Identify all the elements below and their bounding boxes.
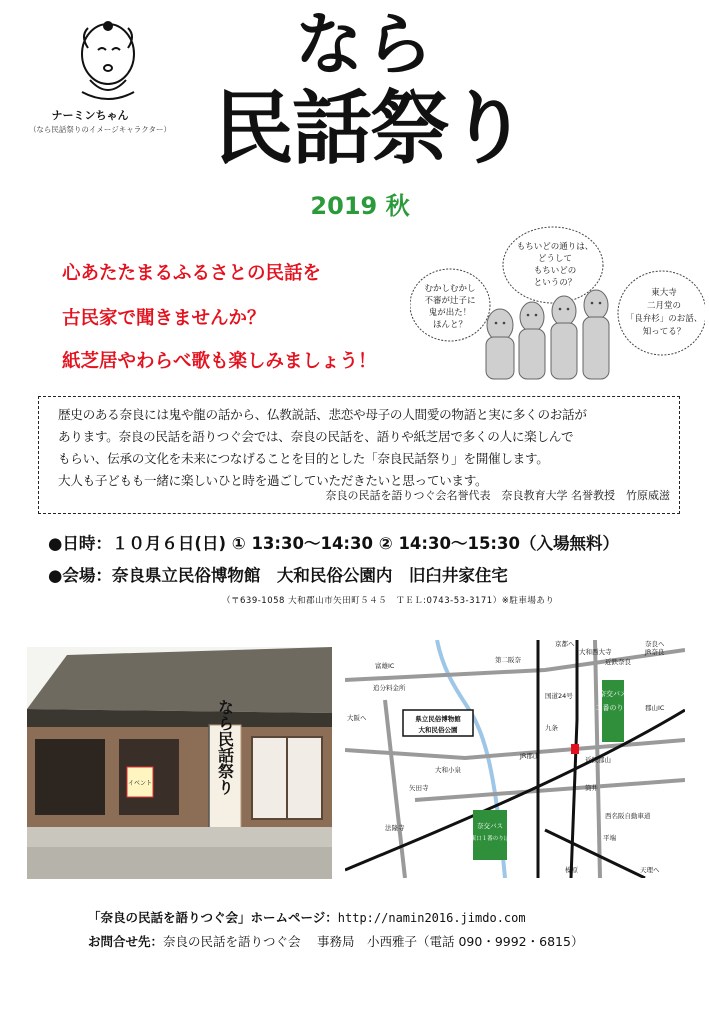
title-line-1: なら (294, 5, 435, 85)
map-label: 追分料金所 (373, 684, 406, 692)
mascot-face-icon (82, 22, 134, 99)
photo-sign-text: イベント (127, 780, 153, 787)
bubble-left-line-1: むかしむかし (424, 284, 476, 294)
mascot-caption: （なら民話祭りのイメージキャラクター） (28, 125, 172, 134)
map-label: 九条 (545, 724, 558, 732)
jizo-illustration (410, 225, 705, 390)
venue-address: （〒639-1058 大和郡山市矢田町５４５ ＴＥＬ:0743-53-3171）※駐車場あり (222, 596, 555, 606)
intro-line-3: もらい、伝承の文化を未来につなげることを目的とした「奈良民話祭り」を開催します。 (58, 451, 549, 466)
bubble-top-line-1: もちいどの通りは、 (516, 242, 594, 252)
map-bus-bottom-2: 東口１番のりば (470, 836, 510, 842)
map-label: 富雄IC (375, 662, 395, 670)
intro-line-1: 歴史のある奈良には鬼や龍の話から、仏教説話、悲恋や母子の人間愛の物語と実に多くのお話が (58, 407, 587, 422)
map-label: 天理へ (640, 866, 660, 874)
contact-text: 奈良の民話を語りつぐ会 事務局 小西雅子（電話 090・9992・6815） (163, 934, 584, 949)
map-label: 筒井 (585, 784, 598, 792)
catch-line-1: 心あたたまるふるさとの民話を (62, 263, 322, 284)
map-label: 京都へ (555, 640, 575, 648)
map-label: 近鉄郡山 (585, 756, 611, 764)
map-label: 大阪へ (347, 714, 367, 722)
contact-line (88, 932, 583, 950)
map-label: 第二阪奈 (495, 656, 521, 664)
jizo-statues-icon (486, 290, 609, 379)
bubble-right-line-3: 「良弁杉」のお話、 (625, 314, 703, 324)
homepage-label: 「奈良の民話を語りつぐ会」ホームページ： (88, 910, 338, 925)
map-bus-bottom-1: 奈交バス (477, 822, 503, 830)
season-label: 2019 秋 (310, 192, 410, 220)
map-label: 国道24号 (545, 692, 573, 700)
map-label: 近鉄奈良 (605, 658, 631, 666)
homepage-link[interactable]: http://namin2016.jimdo.com (337, 911, 526, 925)
catch-line-2: 古民家で聞きませんか？ (62, 308, 266, 329)
map-label: 西名阪自動車道 (605, 812, 651, 820)
bubble-right-line-1: 東大寺 (651, 288, 677, 298)
bubble-left-line-2: 不審が辻子に (424, 296, 476, 306)
bubble-right-line-4: 知ってる？ (642, 327, 686, 337)
map-label: 榛原 (565, 866, 578, 874)
map-label: 郡山IC (645, 704, 665, 712)
map-label: JR郡山 (520, 752, 540, 760)
event-date: ●日時：１０月６日(日) ① 13:30～14:30 ② 14:30～15:30（入場無料） (48, 534, 619, 553)
bubble-top-line-2: どうして (537, 254, 573, 264)
intro-line-2: あります。奈良の民話を語りつぐ会では、奈良の民話を、語りや紙芝居で多くの人に楽しんで (58, 429, 574, 444)
intro-signature: 奈良の民話を語りつぐ会名誉代表 奈良教育大学 名誉教授 竹原威滋 (325, 489, 670, 502)
catch-line-3: 紙芝居やわらべ歌も楽しみましょう！ (62, 351, 377, 372)
house-photo (27, 647, 332, 879)
map-bus-top-1: 奈交バス (599, 690, 627, 698)
map-label: 奈良へ (645, 640, 665, 648)
map-label: 法隆寺 (385, 824, 405, 832)
destination-marker-icon (571, 744, 579, 754)
map-label: 平端 (603, 834, 616, 842)
bubble-top-line-4: というの？ (533, 278, 577, 288)
map-label: JR奈良 (645, 648, 665, 656)
map-museum-line-2: 大和民俗公園 (418, 726, 458, 734)
map-label: 大和西大寺 (579, 648, 612, 656)
bubble-left-line-4: ほんと？ (432, 320, 468, 330)
map-label: 矢田寺 (409, 784, 429, 792)
map-bus-top-2: 二番のりば (595, 704, 631, 712)
map-label: 大和小泉 (435, 766, 461, 774)
homepage-line (88, 908, 526, 926)
bubble-left-line-3: 鬼が出た！ (428, 308, 472, 318)
bubble-top-line-3: もちいどの (533, 266, 577, 276)
intro-line-4: 大人も子どもも一緒に楽しいひと時を過ごしていただきたいと思っています。 (58, 473, 488, 488)
bubble-right-line-2: 二月堂の (646, 301, 682, 311)
contact-label: お問合せ先： (88, 934, 164, 949)
access-map (345, 640, 685, 878)
banner-char-1: なら民話祭り (215, 699, 235, 795)
map-museum-line-1: 県立民俗博物館 (415, 715, 461, 723)
mascot-name: ナーミンちゃん (51, 109, 129, 122)
event-venue: ●会場：奈良県立民俗博物館 大和民俗公園内 旧臼井家住宅 (48, 566, 508, 585)
intro-text (58, 404, 670, 492)
title-line-2: 民話祭り (214, 81, 526, 175)
